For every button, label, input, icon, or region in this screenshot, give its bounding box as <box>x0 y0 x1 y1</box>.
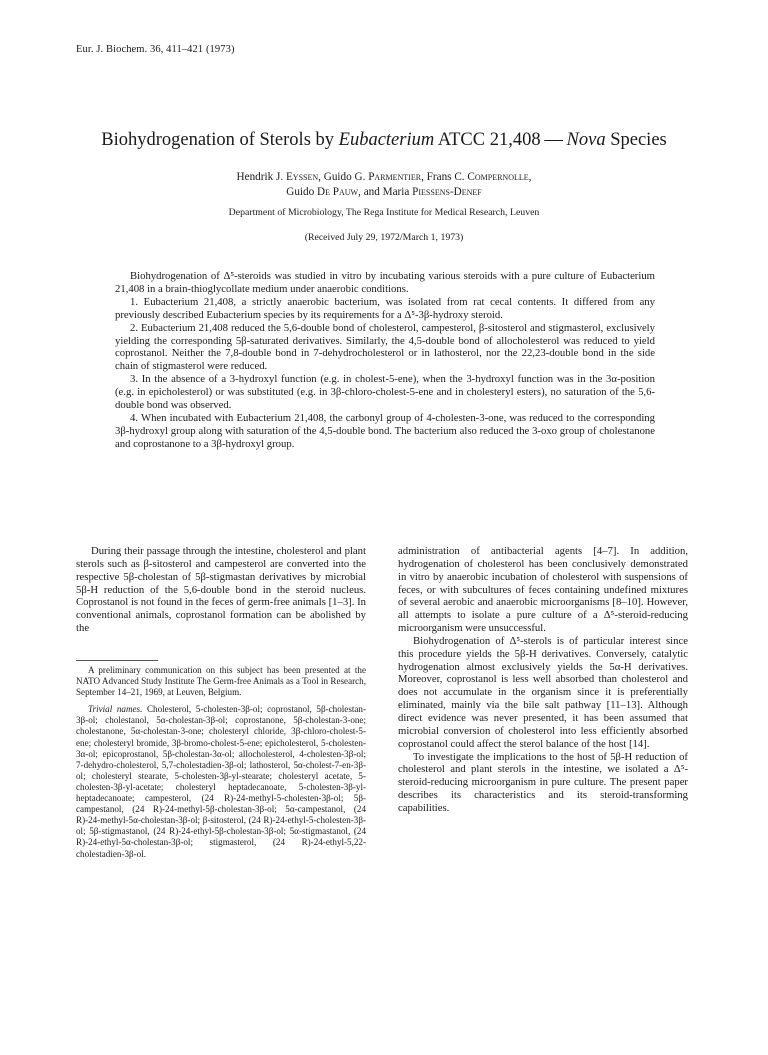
footnote-divider <box>76 660 158 661</box>
author-given: , Frans C. <box>421 171 468 183</box>
author-given: , Guido G. <box>318 171 369 183</box>
author-separator: , <box>528 171 532 183</box>
body-paragraph: During their passage through the intestine, cholesterol and plant sterols such as β-sitosterol and campesterol are converted into the respective 5β-cholestan of 5β-stigmastan derivatives by microbial 5β-H reduction of the 5,6-double bond in the steroid nucleus. Coprostanol is not found in the feces of germ-free animals [1–3]. In conventional animals, coprostanol formation can be abolished by the <box>76 545 366 635</box>
title-genus: Eubacterium <box>338 130 435 150</box>
body-column-left <box>76 545 366 635</box>
paper-title <box>0 130 768 151</box>
author-given: Guido <box>286 186 317 198</box>
author-family: De Pauw <box>317 186 359 198</box>
footnote-label: Trivial names. <box>88 704 143 715</box>
body-column-right <box>398 545 688 815</box>
abstract <box>115 270 655 451</box>
abstract-paragraph: Biohydrogenation of Δ⁵-steroids was studied in vitro by incubating various steroids with a pure culture of Eubacterium 21,408 in a brain-thioglycollate medium under anaerobic conditions. <box>115 270 655 295</box>
footnote-trivial-names <box>76 704 366 859</box>
affiliation: Department of Microbiology, The Rega Institute for Medical Research, Leuven <box>228 207 540 218</box>
footnotes <box>76 665 366 866</box>
title-part-3: Species <box>605 130 667 150</box>
body-paragraph: To investigate the implications to the host of 5β-H reduction of cholesterol and plant sterols in the intestine, we isolated a Δ⁵-steroid-reducing microorganism in pure culture. The present paper describes its characteristics and its steroid-transforming capabilities. <box>398 750 688 814</box>
body-paragraph: Biohydrogenation of Δ⁵-sterols is of particular interest since this procedure yields the 5β-H derivatives. Conversely, catalytic hydrogenation almost exclusively yields the 5α-H derivatives. Moreover, coprostanol is less well absorbed than cholesterol and does not accumulate in the organism since it is preferentially eliminated, mainly via the bile salt pathway [11–13]. Although direct evidence was never presented, it has been assumed that microbial conversion of cholesterol into less efficiently absorbed coprostanol could affect the sterol balance of the host [14]. <box>398 634 688 750</box>
author-family: Compernolle <box>467 171 529 183</box>
author-given: , and Maria <box>358 186 413 198</box>
title-part-1: Biohydrogenation of Sterols by <box>101 130 339 150</box>
footnote-text: Cholesterol, 5-cholesten-3β-ol; coprostanol, 5β-cholestan-3β-ol; cholestanol, 5α-cholestan-3β-ol; coprostanone, 5β-cholestan-3-one; cholestanone, 5α-cholestan-3-one; cholesteryl chloride, 3β-chloro-cholest-5-ene; cholesteryl bromide, 3β-bromo-cholest-5-ene; epicholesterol, 5-cholesten-3α-ol; epicoprostanol, 5β-cholestan-3α-ol; allocholesterol, 4-cholesten-3β-ol; 7-dehydro-cholesterol, 5,7-cholestadien-3β-ol; lathosterol, 5α-cholest-7-en-3β-ol; cholesteryl stearate, 5-cholesten-3β-yl-stearate; cholesteryl acetate, 5-cholesten-3β-yl-acetate; cholesteryl heptadecanoate, 5-cholesten-3β-yl-heptadecanoate; campesterol, (24 R)-24-methyl-5-cholesten-3β-ol; 5β-campestanol, (24 R)-24-methyl-5β-cholestan-3β-ol; 5α-campestanol, (24 R)-24-methyl-5α-cholestan-3β-ol; β-sitosterol, (24 R)-24-ethyl-5-cholesten-3β-ol; 5β-stigmastanol, (24 R)-24-ethyl-5β-cholestan-3β-ol; 5α-stigmastanol, (24 R)-24-ethyl-5α-cholestan-3β-ol; stigmasterol, (24 R)-24-ethyl-5,22-cholestadien-3β-ol. <box>76 704 366 859</box>
title-nova: Nova <box>566 130 606 150</box>
author-family: Parmentier <box>368 171 422 183</box>
author-family: Piessens-Denef <box>412 186 482 198</box>
title-part-2: ATCC 21,408 — <box>434 130 567 150</box>
footnote-preliminary: A preliminary communication on this subject has been presented at the NATO Advanced Study Institute The Germ-free Animals as a Tool in Research, September 14–21, 1969, at Leuven, Belgium. <box>76 665 366 698</box>
abstract-paragraph: 1. Eubacterium 21,408, a strictly anaerobic bacterium, was isolated from rat cecal contents. It differed from any previously described Eubacterium species by its requirements for a Δ⁵-3β-hydroxy steroid. <box>115 295 655 321</box>
author-list <box>0 170 768 200</box>
author-given: Hendrik J. <box>236 171 286 183</box>
abstract-paragraph: 2. Eubacterium 21,408 reduced the 5,6-double bond of cholesterol, campesterol, β-sitosterol and stigmasterol, exclusively yielding the corresponding 5β-saturated derivatives. Similarly, the 4,5-double bond of allocholesterol was reduced to yield coprostanol. Neither the 7,8-double bond in 7-dehydrocholesterol or in lathosterol, nor the 22,23-double bond in the side chain of stigmasterol were reduced. <box>115 321 655 373</box>
abstract-paragraph: 3. In the absence of a 3-hydroxyl function (e.g. in cholest-5-ene), when the 3-hydroxyl function was in the 3α-position (e.g. in epicholesterol) or was substituted (e.g. in 3β-chloro-cholest-5-ene and in cholesteryl esters), no saturation of the 5,6-double bond was observed. <box>115 373 655 412</box>
received-date: (Received July 29, 1972/March 1, 1973) <box>304 232 464 243</box>
journal-citation: Eur. J. Biochem. 36, 411–421 (1973) <box>76 44 235 55</box>
author-family: Eyssen <box>285 171 319 183</box>
abstract-paragraph: 4. When incubated with Eubacterium 21,408, the carbonyl group of 4-cholesten-3-one, was reduced to the corresponding 3β-hydroxyl group along with saturation of the 4,5-double bond. The bacterium also reduced the 3-oxo group of cholestanone and coprostanone to a 3β-hydroxyl group. <box>115 411 655 450</box>
body-paragraph: administration of antibacterial agents [4–7]. In addition, hydrogenation of cholesterol has been conclusively demonstrated in vitro by anaerobic incubation of cholesterol with suspensions of feces, or with subcultures of feces containing undefined mixtures of several aerobic and anaerobic microorganisms [8–10]. However, all attempts to isolate a pure culture of a Δ⁵-steroid-reducing microorganism were unsuccessful. <box>398 545 688 635</box>
